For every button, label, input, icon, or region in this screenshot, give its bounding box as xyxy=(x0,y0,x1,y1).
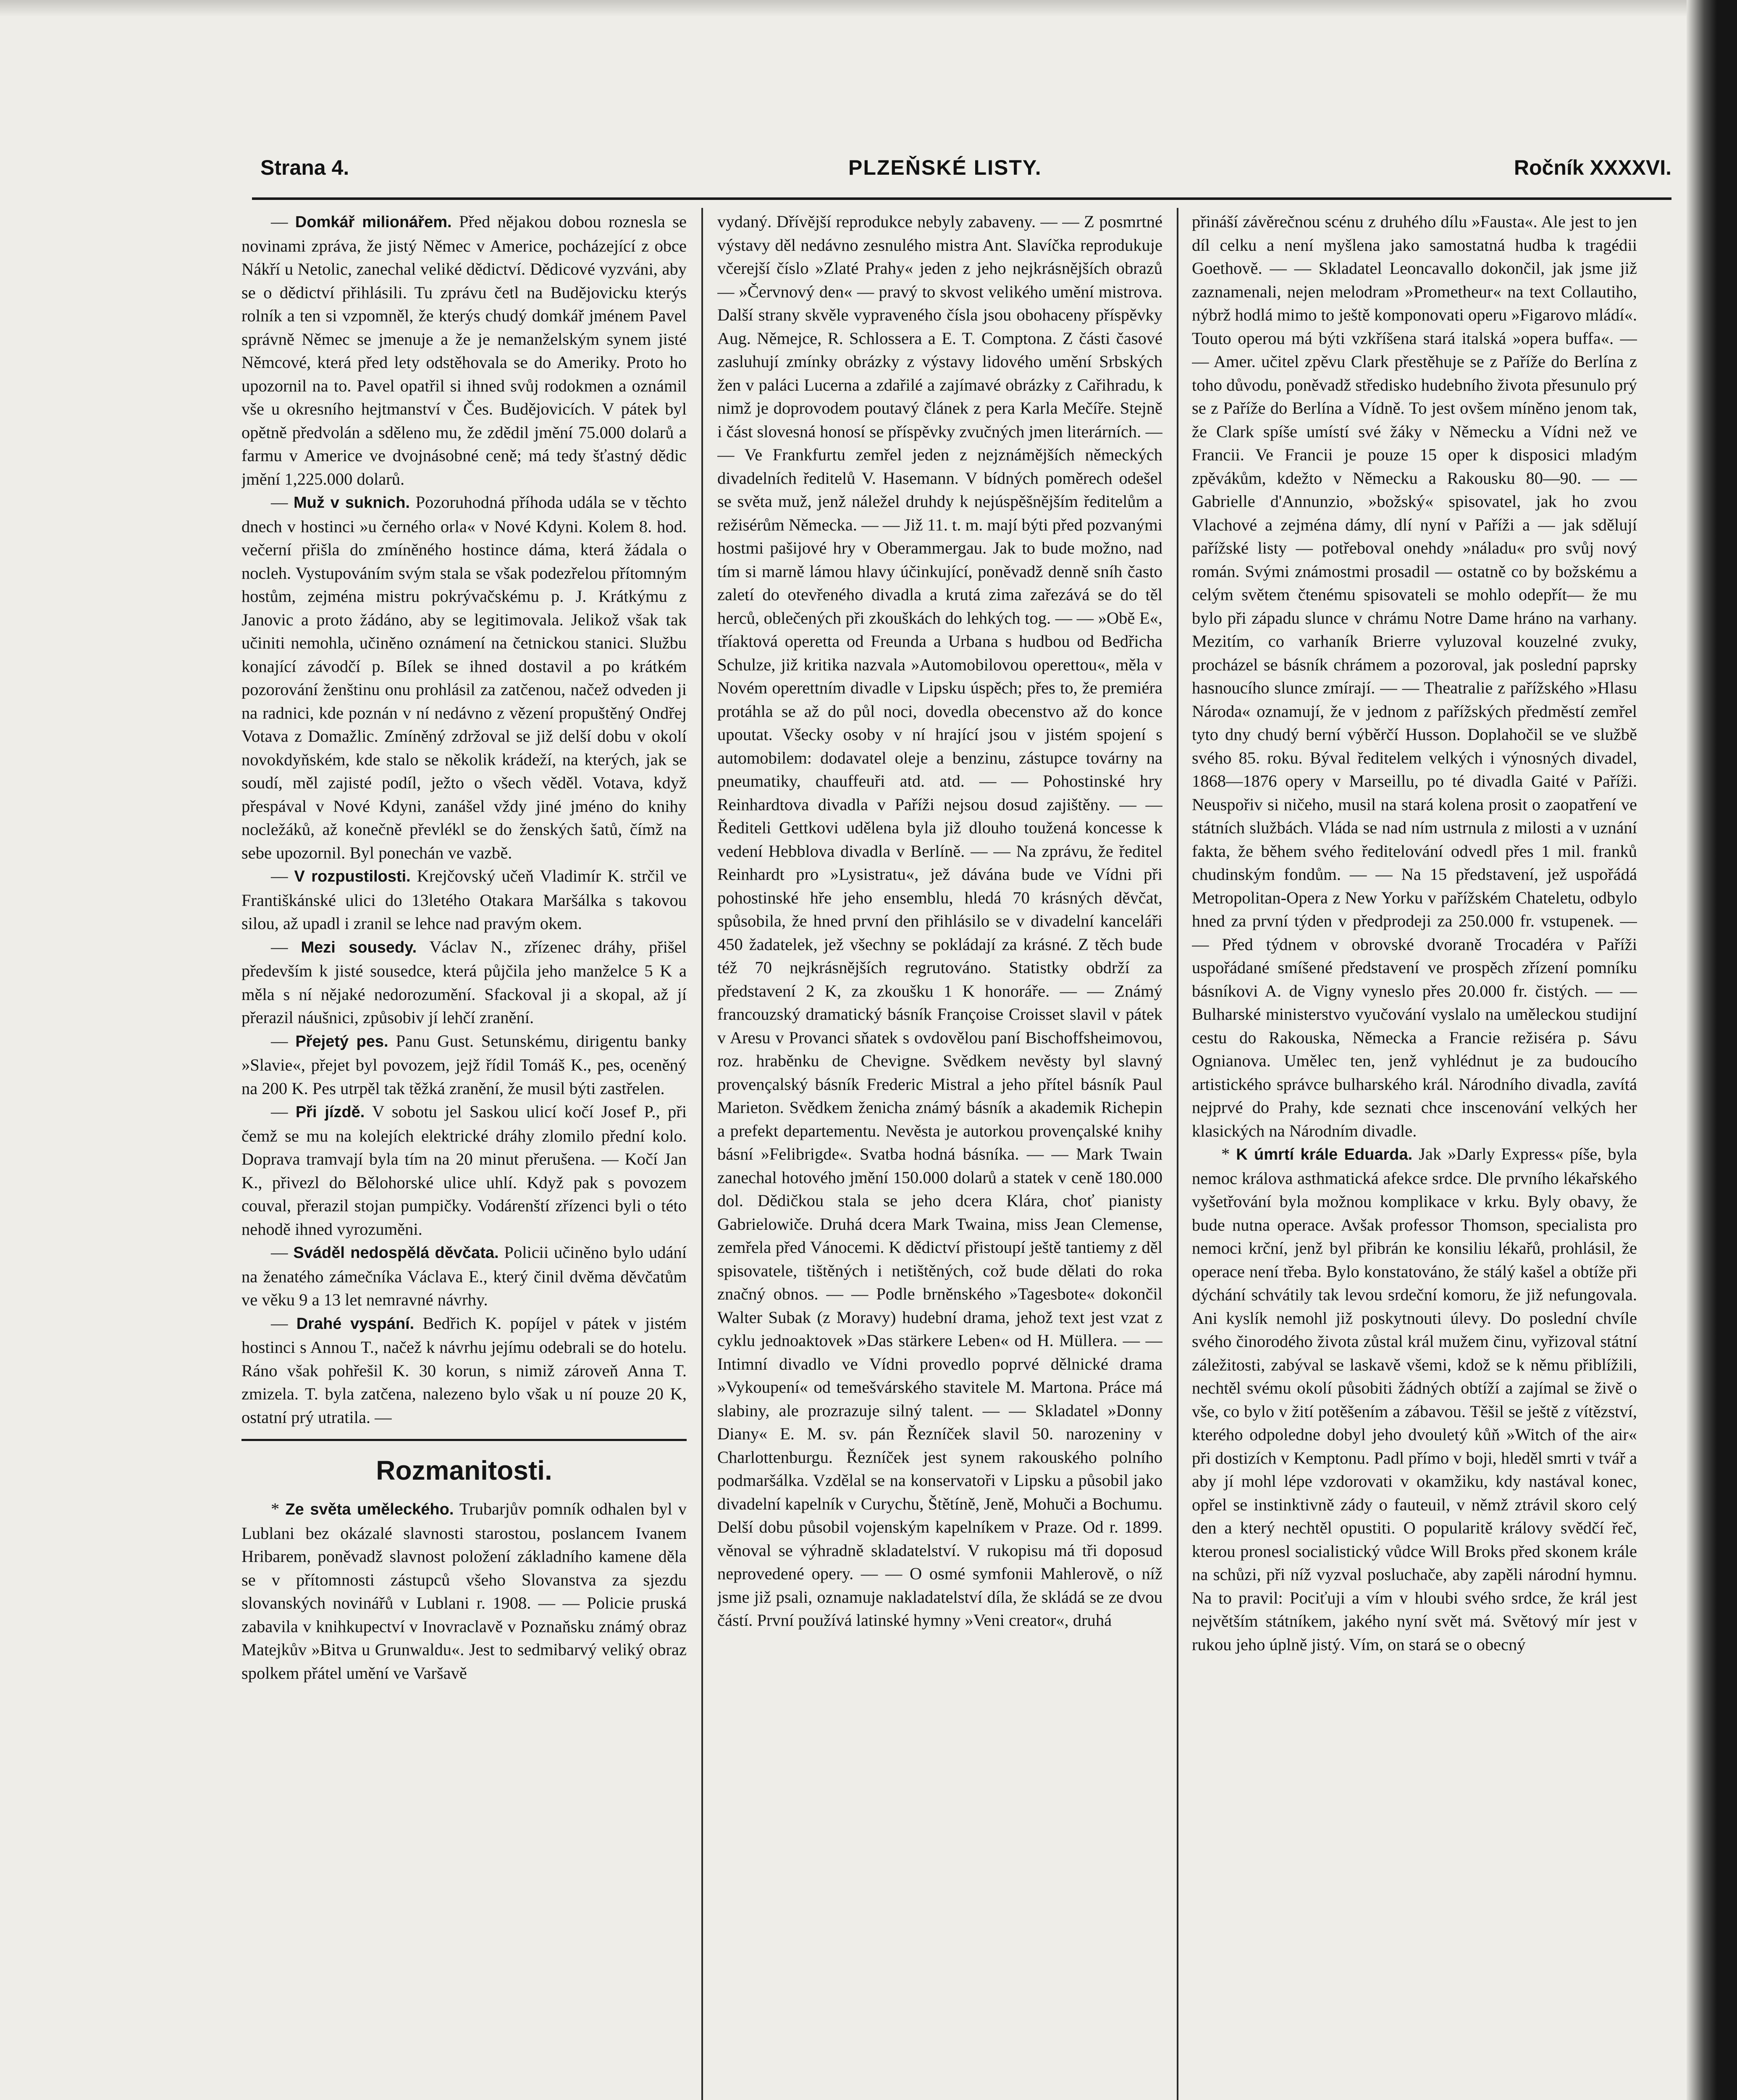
article: — Přejetý pes. Panu Gust. Setunskému, dirigentu banky »Slavie«, přejet byl povozem, jejž řídil Tomáš K., pes, oceněný na 200 K. Pes utrpěl tak těžká zranění, že musil býti zastřelen. xyxy=(241,1031,687,1098)
article-text: Jak »Darly Express« píše, byla nemoc králova asthmatická afekce srdce. Dle prvního lékařského vyšetřování byla možnou komplikace v krku. Byly obavy, že bude nutna operace. Avšak professor Thomson, specialista pro nemoci krční, jenž byl přibrán ke konsiliu lékařů, prohlásil, že operace není třeba. Bylo konstatováno, že stálý kašel a obtíže při dýchání schvátily tak levou srdeční komoru, že již nefungovala. Ani kyslík nemohl již poskytnouti úlevy. Do poslední chvíle svého činorodého života zůstal král mužem činu, vyřizoval státní záležitosti, zabýval se laskavě všemi, kdož se k němu přiblížili, nechtěl svému okolí působiti žádných obtíží a zajímal se živě o vše, co bylo v žití potěšením a zábavou. Těšil se ještě z vítězství, kterého odpoledne dobyl jeho dvouletý kůň »Witch of the air« při dostizích v Kemptonu. Padl přímo v boji, hleděl smrti v tvář a aby jí mohl lépe vzdorovati v okamžiku, kdy nastával konec, opřel se instinktivně zády o fauteuil, v němž ztrávil skoro celý den a který nechtěl opustiti. O popularitě královy svědčí řeč, kterou pronesl socialistický vůdce Will Broks před skonem krále na schůzi, při níž vyzval posluchače, aby zapěli národní hymnu. Na to pravil: Pociťuji a vím v hloubi svého srdce, že král jest největším státníkem, jakého nyní svět má. Světový mír jest v rukou jeho úplně jistý. Vím, on stará se o obecný xyxy=(1192,1144,1637,1654)
column-3 xyxy=(1192,210,1637,2100)
article-text: přináší závěrečnou scénu z druhého dílu »Fausta«. Ale jest to jen díl celku a není myšlena jako samostatná hudba k tragédii Goethově. — — Skladatel Leoncavallo dokončil, jak jsme již zaznamenali, nejen melodram »Prometheur« na text Collautiho, nýbrž hodlá mimo to ještě komponovati operu »Figarovo mládí«. Touto operou má býti vzkříšena stará italská »opera buffa«. — — Amer. učitel zpěvu Clark přestěhuje se z Paříže do Berlína z toho důvodu, poněvadž středisko hudebního života přesunulo prý se z Paříže do Berlína a Vídně. To jest ovšem míněno jenom tak, že Clark spíše umístí své žáky v Německu a Vídni než ve Francii. Ve Francii je pouze 15 oper k disposici mladým zpěvákům, kdežto v Německu a Rakousku 80—90. — — Gabrielle d'Annunzio, »božský« spisovatel, jak ho zvou Vlachové a zejména dámy, dlí nyní v Paříži a — jak sdělují pařížské listy — potřeboval onehdy »náladu« pro svůj nový román. Svými známostmi prosadil — ostatně co by božskému a celým světem čtenému spisovateli se mohlo odepřít— že mu bylo při západu slunce v chrámu Notre Dame hráno na varhany. Mezitím, co varhaník Brierre vyluzoval kouzelné zvuky, procházel se básník chrámem a pozoroval, jak poslední paprsky hasnoucího slunce zmírají. — — Theatralie z pařížského »Hlasu Národa« oznamují, že v jednom z pařížských předměstí zemřel tyto dny chudý berní výběrčí Husson. Doplahočil se ve službě svého 85. roku. Býval ředitelem velkých i výnosných divadel, 1868—1876 opery v Marseillu, po té divadla Gaité v Paříži. Neuspořiv si ničeho, musil na stará kolena prosit o zaopatření ve státních službách. Vláda se nad ním ustrnula z milosti a v uznání fakta, že během svého ředitelování odvedl přes 1 mil. franků chudinským fondům. — — Na 15 představení, jež uspořádá Metropolitan-Opera z New Yorku v pařížském Chateletu, odbylo hned za první týden v předprodeji za 250.000 fr. vstupenek. — — Před týdnem v obrovské dvoraně Trocadéra v Paříži uspořádané smíšené představení ve prospěch zřízení pomníku básníkovi A. de Vigny vyneslo přes 20.000 fr. čistých. — — Bulharské ministerstvo vyučování vyslalo na uměleckou studijní cestu do Rakouska, Německa a Francie režiséra p. Sávu Ognianova. Umělec ten, jenž vyhlédnut je za budoucího artistického správce bulharského král. Národního divadla, zavítá nejprvé do Prahy, kde seznati chce inscenování velkých her klasických na Národním divadle. xyxy=(1192,212,1637,1140)
article: — Domkář milionářem. Před nějakou dobou roznesla se novinami zpráva, že jistý Němec v Americe, pocházející z obce Nákří u Netolic, zanechal veliké dědictví. Dědicové vyzváni, aby se o dědictví přihlásili. Tu zprávu četl na Budějovicku kterýs rolník a ten si vzpomněl, že kterýs chudý domkář jménem Pavel správně Němec se jmenuje a že je nemanželským synem jisté Němcové, která před lety odstěhovala se do Ameriky. Proto ho upozornil na to. Pavel opatřil si ihned svůj rodokmen a oznámil vše u okresního hejtmanství v Čes. Budějovicích. V pátek byl opětně předvolán a sděleno mu, že zdědil jmění 75.000 dolarů a farmu v Americe ve dvojnásobné ceně; má tedy šťastný dědic jmění 1,225.000 dolarů. xyxy=(241,212,687,488)
article-text: Před nějakou dobou roznesla se novinami zpráva, že jistý Němec v Americe, pocházející z obce Nákří u Netolic, zanechal veliké dědictví. Dědicové vyzváni, aby se o dědictví přihlásili. Tu zprávu četl na Budějovicku kterýs rolník a ten si vzpomněl, že kterýs chudý domkář jménem Pavel správně Němec se jmenuje a že je nemanželským synem jisté Němcové, která před lety odstěhovala se do Ameriky. Proto ho upozornil na to. Pavel opatřil si ihned svůj rodokmen a oznámil vše u okresního hejtmanství v Čes. Budějovicích. V pátek byl opětně předvolán a sděleno mu, že zdědil jmění 75.000 dolarů a farmu v Americe ve dvojnásobné ceně; má tedy šťastný dědic jmění 1,225.000 dolarů. xyxy=(241,212,687,488)
column-divider xyxy=(701,208,703,2100)
scan-top-edge xyxy=(0,0,1737,17)
article-text: vydaný. Dřívější reprodukce nebyly zabaveny. — — Z posmrtné výstavy děl nedávno zesnulého mistra Ant. Slavíčka reprodukuje včerejší číslo »Zlaté Prahy« jeden z jeho nejkrásnějších obrazů — »Červnový den« — pravý to skvost velikého umění mistrova. Další strany skvěle vypraveného čísla jsou obohaceny příspěvky Aug. Němejce, R. Schlossera a E. T. Comptona. Z části časové zasluhují zmínky obrázky z výstavy lidového umění Srbských žen v paláci Lucerna a zdařilé a zajímavé obrázky z Cařihradu, k nimž je doprovodem poutavý článek z pera Karla Mečíře. Stejně i část slovesná honosí se příspěvky zvučných jmen literárních. — — Ve Frankfurtu zemřel jeden z nejznámějších německých divadelních ředitelů V. Hasemann. V bídných poměrech odešel se světa muž, jenž náležel druhdy k nejúspěšnějším ředitelům a režisérům Německa. — — Již 11. t. m. mají býti před pozvanými hostmi pašijové hry v Oberammergau. Jak to bude možno, nad tím si marně lámou hlavy účinkující, poněvadž denně sníh často zaletí do otevřeného divadla a krutá zima zařezává se do těl herců, oblečených při zkouškách do lehkých tog. — — »Obě E«, tříaktová operetta od Freunda a Urbana s hudbou od Bedřicha Schulze, již kritika nazvala »Automobilovou operettou«, měla v Novém operettním divadle v Lipsku úspěch; přes to, že premiéra protáhla se až do půl noci, dovedla obecenstvo až do konce upoutat. Všecky osoby v ní hrající jsou v jistém spojení s automobilem: dodavatel oleje a benzinu, zástupce továrny na pneumatiky, chauffeuři atd. atd. — — Pohostinské hry Reinhardtova divadla v Paříži nejsou dosud zajištěny. — — Řediteli Gettkovi udělena byla již dlouho toužená koncesse k vedení Hebblova divadla v Berlíně. — — Na zprávu, že ředitel Reinhardt pro »Lysistratu«, jež dávána bude ve Vídni při pohostinské hře jeho ensemblu, hledá 70 krásných děvčat, spůsobila, že hned první den přihlásilo se v divadelní kanceláři 450 žadatelek, jež všechny se pokládají za krásné. Z těch bude též 70 nejkrásnějších regrutováno. Statistky obdrží za představení 2 K, za zkoušku 1 K honoráře. — — Známý francouzský dramatický básník Françoise Croisset slavil v pátek v Aresu v Provanci sňatek s ovdovělou paní Bischoffsheimovou, roz. hraběnku de Chevigne. Svědkem nevěsty byl slavný provençalský básník Frederic Mistral a jeho přítel básník Paul Marieton. Svědkem ženicha známý básník a akademik Richepin a prefekt departementu. Nevěsta je autorkou provençalské knihy básní »Felibrigde«. Svatba hodná básníka. — — Mark Twain zanechal hotového jmění 150.000 dolarů a statek v ceně 180.000 dol. Dědičkou stala se jeho dcera Klára, choť pianisty Gabrielowiče. Druhá dcera Mark Twaina, miss Jean Clemense, zemřela před Vánocemi. K dědictví přistoupí ještě tantiemy z děl spisovatele, tištěných i netištěných, což bude dělati do roka značný obnos. — — Podle brněnského »Tagesbote« dokončil Walter Subak (z Moravy) hudební drama, jehož text jest vzat z cyklu jednoaktovek »Das stärkere Leben« od H. Müllera. — — Intimní divadlo ve Vídni provedlo poprvé dělnické drama »Vykoupení« od temešvárského stavitele M. Martona. Práce má slabiny, ale prozrazuje silný talent. — — Skladatel »Donny Diany« E. M. sv. pán Řezníček slavil 50. narozeniny v Charlottenburgu. Řezníček jest synem rakouského polního podmaršálka. Vzdělal se na konservatoři v Lipsku a působil jako divadelní kapelník v Curychu, Štětíně, Jeně, Mohuči a Bochumu. Delší dobu působil vojenským kapelníkem v Praze. Od r. 1899. věnoval se výhradně skladatelství. V rukopisu má tři doposud neprovedené opery. — — O osmé symfonii Mahlerově, o níž jsme již psali, oznamuje nakladatelství díla, že skládá se ze dvou částí. První používá latinské hymny »Veni creator«, druhá xyxy=(717,212,1162,1630)
article: — Muž v suknich. Pozoruhodná příhoda udála se v těchto dnech v hostinci »u černého orla« v Nové Kdyni. Kolem 8. hod. večerní přišla do zmíněného hostince dáma, která žádala o nocleh. Vystupováním svým stala se však podezřelou přítomným hostům, zejména mistru pokrývačskému p. J. Krátkýmu z Janovic a proto žádáno, aby se legitimovala. Jelikož však tak učiniti nemohla, učiněno oznámení na četnickou stanici. Službu konající závodčí p. Bílek se ihned dostavil a po krátkém pozorování ženštinu onu prohlásil za zatčenou, načež odveden ji na radnici, kde poznán v ní nedávno z vězení propuštěný Ondřej Votava z Domažlic. Zmíněný zdržoval se již delší dobu v okolí novokdyňském, kde stalo se několik krádeží, na kterých, jak se soudí, měl zajisté podíl, ježto o všech věděl. Votava, když přespával v Nové Kdyni, zanášel vždy jiné jméno do knihy nocležáků, až konečně převlékl se do ženských šatů, čímž na sebe upozornil. Byl ponechán ve vazbě. xyxy=(241,493,687,862)
article-text: Panu Gust. Setunskému, dirigentu banky »Slavie«, přejet byl povozem, jejž řídil Tomáš K., pes, oceněný na 200 K. Pes utrpěl tak těžká zranění, že musil býti zastřelen. xyxy=(241,1031,687,1098)
column-2 xyxy=(717,210,1162,2100)
article: * Ze světa uměleckého. Trubarjův pomník odhalen byl v Lublani bez okázalé slavnosti starostou, poslancem Ivanem Hribarem, poněvadž slavnost položení základního kamene děla se v přítomnosti zástupců všeho Slovanstva za sjezdu slovanských novinářů v Lublani r. 1908. — — Policie pruská zabavila v knihkupectví v Inovraclavě v Poznaňsku známý obraz Matejkův »Bitva u Grunwaldu«. Jest to sedmibarvý veliký obraz spolkem přátel umění ve Varšavě xyxy=(241,1499,687,1683)
article-title: Při jízdě. xyxy=(295,1103,365,1121)
section-heading: Rozmanitosti. xyxy=(376,1455,552,1486)
article-text: Policii učiněno bylo udání na ženatého zámečníka Václava E., který činil dvěma děvčatům ve věku 9 a 13 let nemravné návrhy. xyxy=(241,1243,687,1309)
article: * K úmrtí krále Eduarda. Jak »Darly Express« píše, byla nemoc králova asthmatická afekce srdce. Dle prvního lékařského vyšetřování byla možnou komplikace v krku. Byly obavy, že bude nutna operace. Avšak professor Thomson, specialista pro nemoci krční, jenž byl přibrán ke konsiliu lékařů, prohlásil, že operace není třeba. Bylo konstatováno, že stálý kašel a obtíže při dýchání schvátily tak levou srdeční komoru, že již nefungovala. Ani kyslík nemohl již poskytnouti úlevy. Do poslední chvíle svého činorodého života zůstal král mužem činu, vyřizoval státní záležitosti, zabýval se laskavě všemi, kdož se k němu přiblížili, nechtěl svému okolí působiti žádných obtíží a zajímal se živě o vše, co bylo v žití potěšením a zábavou. Těšil se ještě z vítězství, kterého odpoledne dobyl jeho dvouletý kůň »Witch of the air« při dostizích v Kemptonu. Padl přímo v boji, hleděl smrti v tvář a aby jí mohl lépe vzdorovati v okamžiku, kdy nastával konec, opřel se instinktivně zády o fauteuil, v němž ztrávil skoro celý den a který nechtěl opustiti. O popularitě královy svědčí řeč, kterou pronesl socialistický vůdce Will Broks před skonem krále na schůzi, při níž vyzval posluchače, aby zapěli národní hymnu. Na to pravil: Pociťuji a vím v hloubi svého srdce, že král jest největším státníkem, jakého nyní svět má. Světový mír jest v rukou jeho úplně jistý. Vím, on stará se o obecný xyxy=(1192,1144,1637,1654)
article-text: Pozoruhodná příhoda udála se v těchto dnech v hostinci »u černého orla« v Nové Kdyni. Kolem 8. hod. večerní přišla do zmíněného hostince dáma, která žádala o nocleh. Vystupováním svým stala se však podezřelou přítomným hostům, zejména mistru pokrývačskému p. J. Krátkýmu z Janovic a proto žádáno, aby se legitimovala. Jelikož však tak učiniti nemohla, učiněno oznámení na četnickou stanici. Službu konající závodčí p. Bílek se ihned dostavil a po krátkém pozorování ženštinu onu prohlásil za zatčenou, načež odveden ji na radnici, kde poznán v ní nedávno z vězení propuštěný Ondřej Votava z Domažlic. Zmíněný zdržoval se již delší dobu v okolí novokdyňském, kde stalo se několik krádeží, na kterých, jak se soudí, měl zajisté podíl, ježto o všech věděl. Votava, když přespával v Nové Kdyni, zanášel vždy jiné jméno do knihy nocležáků, až konečně převlékl se do ženských šatů, čímž na sebe upozornil. Byl ponechán ve vazbě. xyxy=(241,493,687,862)
article-text: Krejčovský učeň Vladimír K. strčil ve Františkánské ulici do 13letého Otakara Maršálka s takovou silou, až upadl i zranil se lehce nad pravým okem. xyxy=(241,866,687,933)
section-rule xyxy=(241,1439,687,1441)
volume-label: Ročník XXXXVI. xyxy=(1514,156,1671,179)
article-title: Přejetý pes. xyxy=(295,1032,388,1050)
article-title: Ze světa uměleckého. xyxy=(285,1501,454,1518)
article-title: Drahé vyspání. xyxy=(296,1315,415,1333)
article: — Drahé vyspání. Bedřich K. popíjel v pátek v jistém hostinci s Annou T., načež k návrhu jejímu odebrali se do hotelu. Ráno však pohřešil K. 30 korun, s nimiž zároveň Anna T. zmizela. T. byla zatčena, nalezeno bylo však u ní pouze 20 K, ostatní prý utratila. — xyxy=(241,1313,687,1427)
article-title: Sváděl nedospělá děvčata. xyxy=(293,1244,499,1262)
article-title: Muž v suknich. xyxy=(294,494,410,512)
scan-right-edge xyxy=(1687,0,1737,2100)
page-header xyxy=(260,151,1671,189)
article-text: V sobotu jel Saskou ulicí kočí Josef P., při čemž se mu na kolejích elektrické dráhy zlomilo přední kolo. Doprava tramvají byla tím na 20 minut přerušena. — Kočí Jan K., přivezl do Bělohorské ulice uhlí. Když pak s povozem couval, přerazil stojan pumpičky. Vodárenští zřízenci byli o této nehodě ihned vyrozuměni. xyxy=(241,1102,687,1239)
column-divider xyxy=(1177,208,1178,2100)
article-title: V rozpustilosti. xyxy=(294,868,411,885)
page-number: Strana 4. xyxy=(260,156,349,179)
header-rule xyxy=(252,197,1671,200)
article: — Mezi sousedy. Václav N., zřízenec dráhy, přišel především k jisté sousedce, která půjčila jeho manželce 5 K a měla s ní nějaké nedorozumění. Sfackoval ji a skopal, až jí přerazil náušnici, způsobiv jí lehčí zranění. xyxy=(241,937,687,1027)
article: — Sváděl nedospělá děvčata. Policii učiněno bylo udání na ženatého zámečníka Václava E., který činil dvěma děvčatům ve věku 9 a 13 let nemravné návrhy. xyxy=(241,1243,687,1309)
article: — Při jízdě. V sobotu jel Saskou ulicí kočí Josef P., při čemž se mu na kolejích elektrické dráhy zlomilo přední kolo. Doprava tramvají byla tím na 20 minut přerušena. — Kočí Jan K., přivezl do Bělohorské ulice uhlí. Když pak s povozem couval, přerazil stojan pumpičky. Vodárenští zřízenci byli o této nehodě ihned vyrozuměni. xyxy=(241,1102,687,1239)
article-text: Bedřich K. popíjel v pátek v jistém hostinci s Annou T., načež k návrhu jejímu odebrali se do hotelu. Ráno však pohřešil K. 30 korun, s nimiž zároveň Anna T. zmizela. T. byla zatčena, nalezeno bylo však u ní pouze 20 K, ostatní prý utratila. — xyxy=(241,1313,687,1427)
article-title: K úmrtí krále Eduarda. xyxy=(1236,1146,1413,1163)
article: — V rozpustilosti. Krejčovský učeň Vladimír K. strčil ve Františkánské ulici do 13letého Otakara Maršálka s takovou silou, až upadl i zranil se lehce nad pravým okem. xyxy=(241,866,687,933)
article-text: Václav N., zřízenec dráhy, přišel především k jisté sousedce, která půjčila jeho manželce 5 K a měla s ní nějaké nedorozumění. Sfackoval ji a skopal, až jí přerazil náušnici, způsobiv jí lehčí zranění. xyxy=(241,937,687,1027)
column-1 xyxy=(241,210,687,2100)
article-text: Trubarjův pomník odhalen byl v Lublani bez okázalé slavnosti starostou, poslancem Ivanem Hribarem, poněvadž slavnost položení základního kamene děla se v přítomnosti zástupců všeho Slovanstva za sjezdu slovanských novinářů v Lublani r. 1908. — — Policie pruská zabavila v knihkupectví v Inovraclavě v Poznaňsku známý obraz Matejkův »Bitva u Grunwaldu«. Jest to sedmibarvý veliký obraz spolkem přátel umění ve Varšavě xyxy=(241,1499,687,1683)
newspaper-title: PLZEŇSKÉ LISTY. xyxy=(848,156,1042,179)
article-title: Mezi sousedy. xyxy=(301,938,417,956)
article-title: Domkář milionářem. xyxy=(295,213,452,231)
